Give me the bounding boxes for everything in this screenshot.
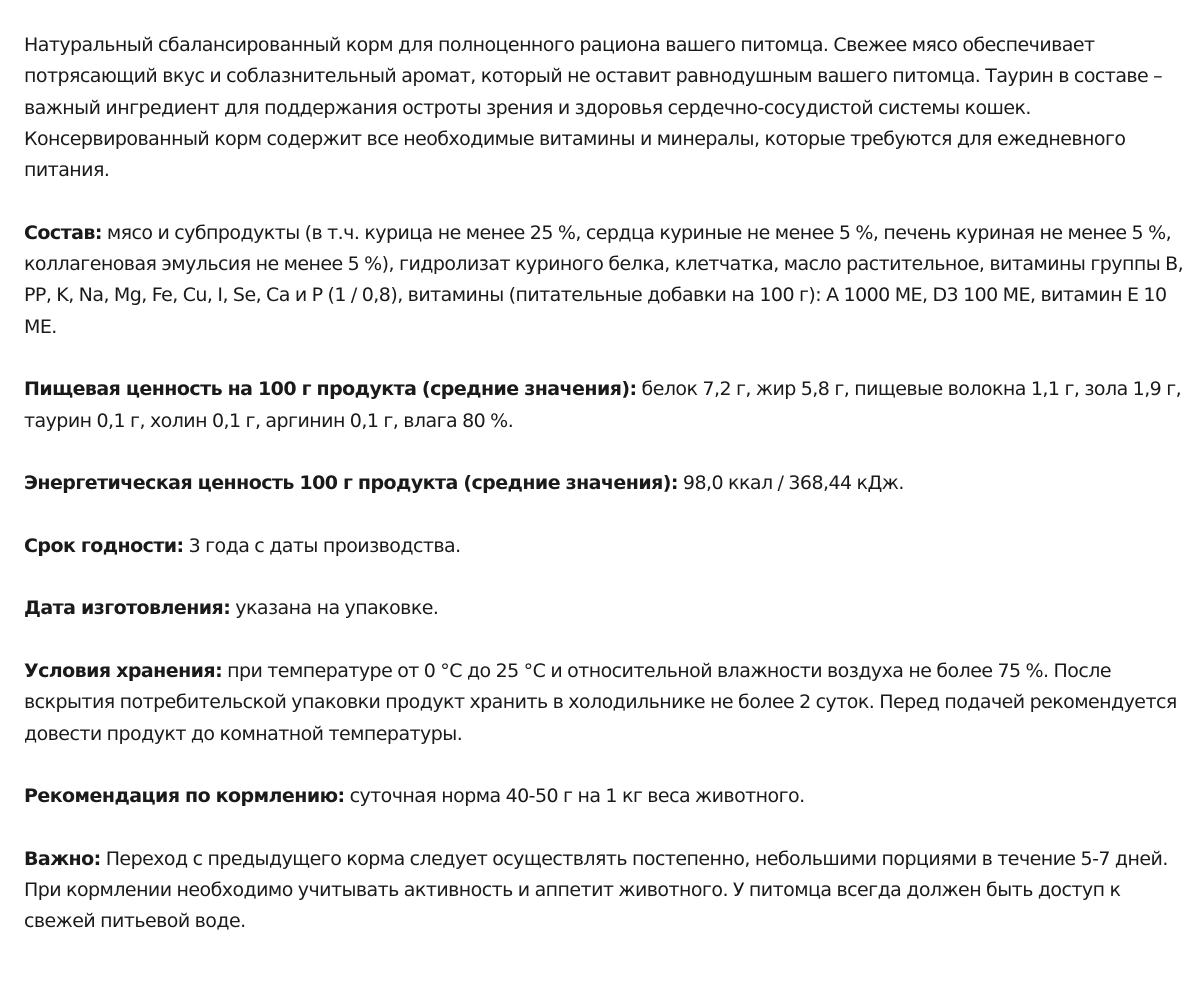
manufacture-date-label: Дата изготовления:: [24, 597, 231, 620]
product-description: [24, 30, 1184, 969]
shelf-life-text: 3 года с даты производства.: [183, 534, 461, 557]
storage-paragraph: [24, 656, 1184, 750]
composition-label: Состав:: [24, 221, 102, 244]
manufacture-date-paragraph: [24, 593, 1184, 624]
feeding-label: Рекомендация по кормлению:: [24, 785, 345, 808]
manufacture-date-text: указана на упаковке.: [230, 597, 439, 620]
storage-text: при температуре от 0 °С до 25 °С и относительной влажности воздуха не более 75 %. После вскрытия потребительской упаковки продукт хранить в холодильнике не более 2 суток. Перед подачей рекомендуется довести продукт до комнатной температуры.: [24, 659, 1177, 745]
nutrition-label: Пищевая ценность на 100 г продукта (средние значения):: [24, 378, 637, 401]
intro-paragraph: Натуральный сбалансированный корм для полноценного рациона вашего питомца. Свежее мясо обеспечивает потрясающий вкус и соблазнительный аромат, который не оставит равнодушным вашего питомца. Таурин в составе – важный ингредиент для поддержания остроты зрения и здоровья сердечно-сосудистой системы кошек. Консервированный корм содержит все необходимые витамины и минералы, которые требуются для ежедневного питания.: [24, 34, 1163, 182]
energy-label: Энергетическая ценность 100 г продукта (средние значения):: [24, 472, 678, 495]
important-paragraph: [24, 844, 1184, 938]
nutrition-text: белок 7,2 г, жир 5,8 г, пищевые волокна 1,1 г, зола 1,9 г, таурин 0,1 г, холин 0,1 г, аргинин 0,1 г, влага 80 %.: [24, 378, 1182, 432]
storage-label: Условия хранения:: [24, 659, 223, 682]
energy-paragraph: [24, 468, 1184, 499]
shelf-life-paragraph: [24, 531, 1184, 562]
energy-text: 98,0 ккал / 368,44 кДж.: [677, 472, 904, 495]
shelf-life-label: Срок годности:: [24, 534, 184, 557]
feeding-text: суточная норма 40-50 г на 1 кг веса животного.: [344, 785, 805, 808]
composition-paragraph: [24, 218, 1184, 343]
important-text: Переход с предыдущего корма следует осуществлять постепенно, небольшими порциями в течение 5-7 дней. При кормлении необходимо учитывать активность и аппетит животного. У питомца всегда должен быть доступ к свежей питьевой воде.: [24, 847, 1168, 933]
important-label: Важно:: [24, 847, 101, 870]
composition-text: мясо и субпродукты (в т.ч. курица не менее 25 %, сердца куриные не менее 5 %, печень куриная не менее 5 %, коллагеновая эмульсия не менее 5 %), гидролизат куриного белка, клетчатка, масло растительное, витамины группы B, PP, K, Na, Mg, Fe, Cu, I, Se, Ca и P (1 / 0,8), витамины (питательные добавки на 100 г): A 1000 МЕ, D3 100 МЕ, витамин E 10 МЕ.: [24, 221, 1184, 338]
nutrition-paragraph: [24, 374, 1184, 437]
feeding-paragraph: [24, 781, 1184, 812]
